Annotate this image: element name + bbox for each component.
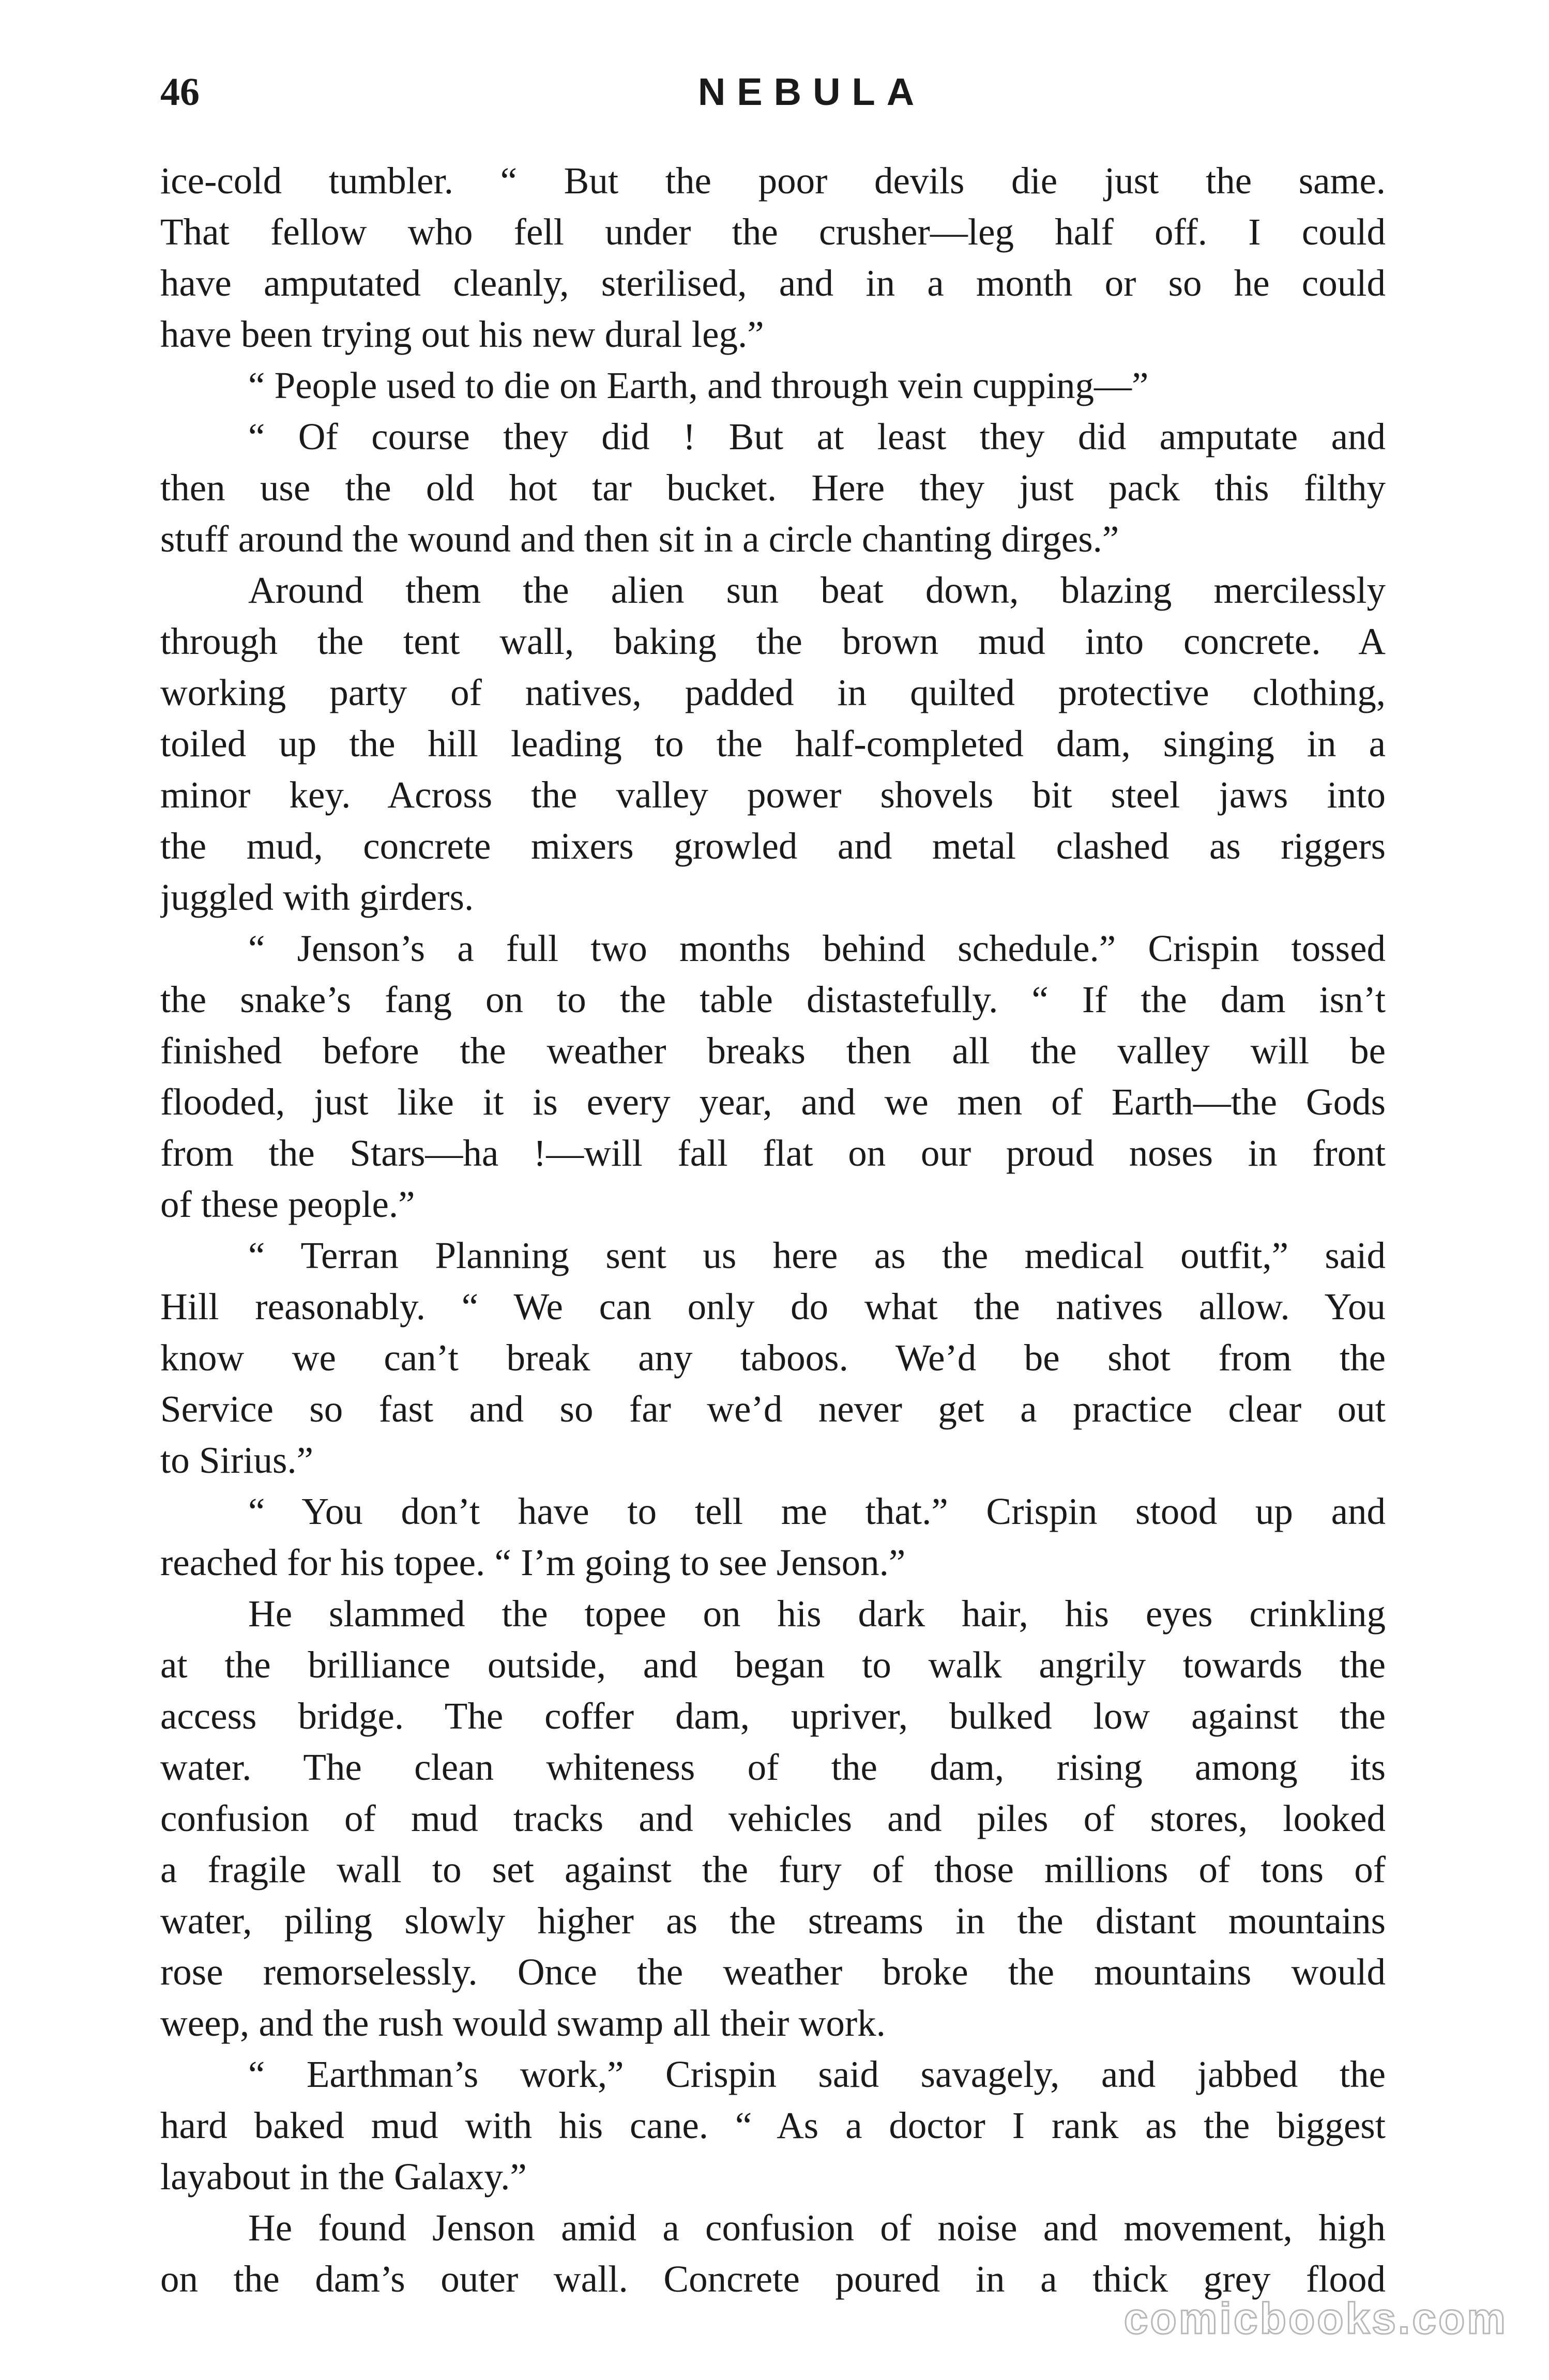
- text-line: “ Earthman’s work,” Crispin said savagely, and jabbed the: [248, 2053, 1386, 2095]
- text-line: He slammed the topee on his dark hair, his eyes crinkling: [248, 1593, 1386, 1635]
- text-line: from the Stars—ha !—will fall flat on our proud noses in front: [160, 1132, 1386, 1174]
- text-line: flooded, just like it is every year, and we men of Earth—the Gods: [160, 1081, 1386, 1123]
- text-line: rose remorselessly. Once the weather broke the mountains would: [160, 1951, 1386, 1993]
- text-line: have amputated cleanly, sterilised, and in a month or so he could: [160, 262, 1386, 304]
- running-head-title: NEBULA: [697, 70, 926, 113]
- text-line: juggled with girders.: [160, 876, 474, 918]
- text-line: the mud, concrete mixers growled and metal clashed as riggers: [160, 825, 1386, 867]
- text-line: the snake’s fang on to the table distastefully. “ If the dam isn’t: [160, 979, 1386, 1020]
- text-line: finished before the weather breaks then all the valley will be: [160, 1030, 1386, 1072]
- page-number: 46: [160, 70, 200, 114]
- text-line: “ People used to die on Earth, and through vein cupping—”: [248, 364, 1149, 406]
- text-line: minor key. Across the valley power shovels bit steel jaws into: [160, 774, 1386, 816]
- text-line: ice-cold tumbler. “ But the poor devils die just the same.: [160, 160, 1386, 202]
- text-line: Service so fast and so far we’d never get a practice clear out: [160, 1388, 1386, 1430]
- text-line: layabout in the Galaxy.”: [160, 2156, 527, 2198]
- text-line: Around them the alien sun beat down, blazing mercilessly: [248, 569, 1386, 611]
- text-line: on the dam’s outer wall. Concrete poured in a thick grey flood: [160, 2258, 1386, 2300]
- text-line: confusion of mud tracks and vehicles and piles of stores, looked: [160, 1797, 1386, 1839]
- text-line: of these people.”: [160, 1183, 415, 1225]
- text-line: working party of natives, padded in quilted protective clothing,: [160, 672, 1386, 713]
- watermark-text: comicbooks.com: [1123, 2294, 1508, 2343]
- text-line: water. The clean whiteness of the dam, rising among its: [160, 1746, 1386, 1788]
- text-line: stuff around the wound and then sit in a circle chanting dirges.”: [160, 518, 1119, 560]
- text-line: “ Terran Planning sent us here as the medical outfit,” said: [248, 1234, 1386, 1276]
- text-line: He found Jenson amid a confusion of noise and movement, high: [248, 2207, 1386, 2249]
- text-line: through the tent wall, baking the brown mud into concrete. A: [160, 620, 1386, 662]
- text-line: then use the old hot tar bucket. Here they just pack this filthy: [160, 467, 1386, 509]
- text-line: toiled up the hill leading to the half-completed dam, singing in a: [160, 723, 1386, 765]
- text-line: weep, and the rush would swamp all their work.: [160, 2002, 886, 2044]
- text-line: at the brilliance outside, and began to walk angrily towards the: [160, 1644, 1386, 1686]
- text-line: “ You don’t have to tell me that.” Crispin stood up and: [248, 1490, 1386, 1532]
- text-line: to Sirius.”: [160, 1439, 314, 1481]
- text-line: know we can’t break any taboos. We’d be shot from the: [160, 1337, 1386, 1379]
- text-line: access bridge. The coffer dam, upriver, bulked low against the: [160, 1695, 1386, 1737]
- text-line: That fellow who fell under the crusher—leg half off. I could: [160, 211, 1386, 253]
- text-line: “ Jenson’s a full two months behind schedule.” Crispin tossed: [248, 927, 1386, 969]
- text-line: reached for his topee. “ I’m going to see Jenson.”: [160, 1542, 906, 1583]
- body-text: [160, 155, 1386, 2305]
- text-line: “ Of course they did ! But at least they did amputate and: [248, 416, 1386, 457]
- text-line: Hill reasonably. “ We can only do what the natives allow. You: [160, 1286, 1386, 1328]
- text-line: have been trying out his new dural leg.”: [160, 313, 764, 355]
- text-line: a fragile wall to set against the fury of those millions of tons of: [160, 1849, 1386, 1890]
- text-line: hard baked mud with his cane. “ As a doctor I rank as the biggest: [160, 2104, 1386, 2146]
- text-line: water, piling slowly higher as the streams in the distant mountains: [160, 1900, 1386, 1942]
- page-header: [160, 66, 1396, 128]
